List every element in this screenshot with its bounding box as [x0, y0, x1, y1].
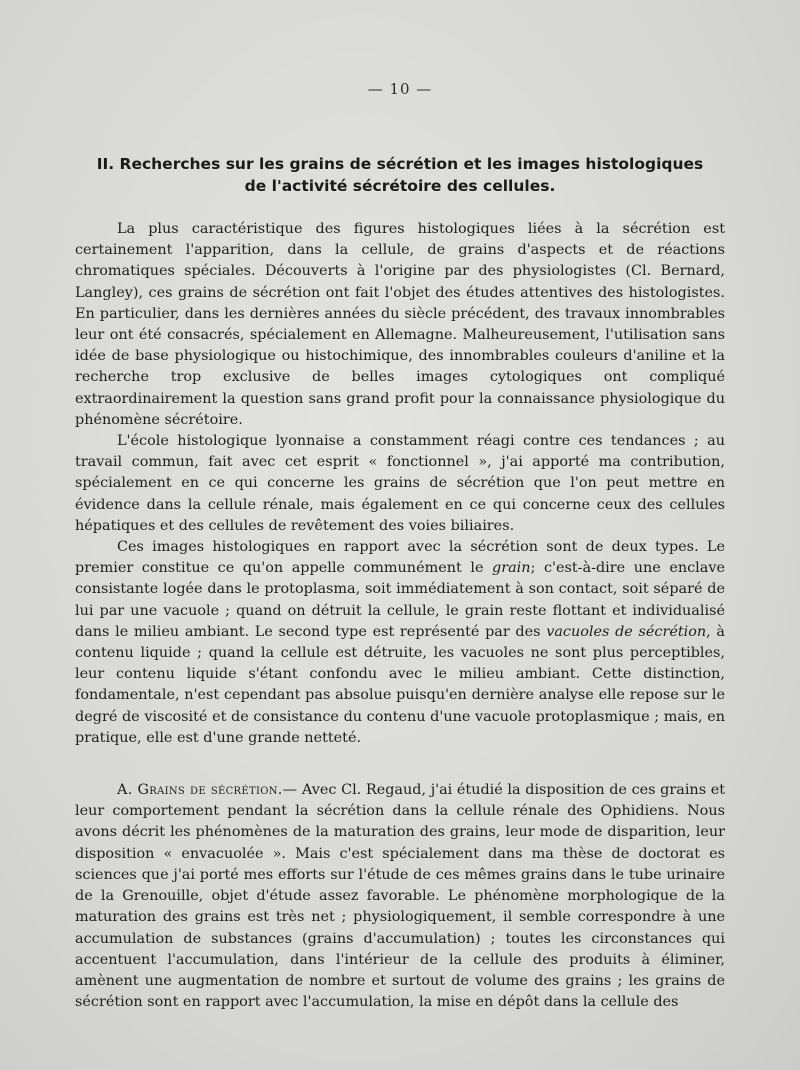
paragraph-section-a: [75, 780, 725, 1013]
section-heading-line-1: II. Recherches sur les grains de sécrétion et les images histologiques: [96, 155, 704, 173]
body-text: [75, 219, 725, 1013]
section-a-text: Avec Cl. Regaud, j'ai étudié la disposition de ces grains et leur comportement pendant la sécrétion dans la cellule rénale des Ophidiens. Nous avons décrit les phénomènes de la maturation des grains, leur mode de disparition, leur disposition « envacuolée ». Mais c'est spécialement dans ma thèse de doctorat es sciences que j'ai porté mes efforts sur l'étude de ces mêmes grains dans le tube urinaire de la Grenouille, objet d'étude assez favorable. Le phénomène morphologique de la maturation des grains est très net ; physiologiquement, il semble correspondre à une accumulation de substances (grains d'accumulation) ; toutes les circonstances qui accentuent l'accumulation, dans l'intérieur de la cellule des produits à éliminer, amènent une augmentation de nombre et surtout de volume des grains ; les grains de sécrétion sont en rapport avec l'accumulation, la mise en dépôt dans la cellule des: [75, 782, 725, 1011]
term-vacuoles: vacuoles de sécrétion: [546, 623, 707, 640]
subsection-heading: A. Grains de sécrétion.—: [117, 782, 298, 799]
term-grain: grain: [492, 560, 531, 577]
section-spacer: [75, 749, 725, 780]
paragraph-3-text-b: ; c'est-à-dire une enclave consistante logée dans le protoplasma, soit immédiatement à son contact, soit séparé de lui par une vacuole ; quand on détruit la cellule, le grain reste flottant et individualisé dans le milieu ambiant. Le second type est représenté par des: [75, 560, 725, 640]
paragraph-2: L'école histologique lyonnaise a constamment réagi contre ces tendances ; au travail commun, fait avec cet esprit « fonctionnel », j'ai apporté ma contribution, spécialement en ce qui concerne les grains de sécrétion que l'on peut mettre en évidence dans la cellule rénale, mais également en ce qui concerne ceux des cellules hépatiques et des cellules de revêtement des voies biliaires.: [75, 433, 725, 534]
section-heading: [70, 153, 730, 197]
paragraph-1: La plus caractéristique des figures histologiques liées à la sécrétion est certainement l'apparition, dans la cellule, de grains d'aspects et de réactions chromatiques spéciales. Découverts à l'origine par des physiologistes (Cl. Bernard, Langley), ces grains de sécrétion ont fait l'objet des études attentives des histologistes. En particulier, dans les dernières années du siècle précédent, des travaux innombrables leur ont été consacrés, spécialement en Allemagne. Malheureusement, l'utilisation sans idée de base physiologique ou histochimique, des innombrables couleurs d'aniline et la recherche trop exclusive de belles images cytologiques ont compliqué extraordinairement la question sans grand profit pour la connaissance physiologique du phénomène sécrétoire.: [75, 221, 725, 428]
paragraph-3-text-c: , à contenu liquide ; quand la cellule est détruite, les vacuoles ne sont plus perceptibles, leur contenu liquide s'étant confondu avec le milieu ambiant. Cette distinction, fondamentale, n'est cependant pas absolue puisqu'en dernière analyse elle repose sur le degré de viscosité et de consistance du contenu d'une vacuole protoplasmique ; mais, en pratique, elle est d'une grande netteté.: [75, 623, 725, 746]
section-heading-line-2: de l'activité sécrétoire des cellules.: [244, 177, 556, 195]
paragraph-3-text-a: Ces images histologiques en rapport avec la sécrétion sont de deux types. Le premier constitue ce qu'on appelle communément le: [75, 539, 725, 577]
page-number: — 10 —: [367, 80, 433, 98]
paragraph-3: [75, 537, 725, 749]
